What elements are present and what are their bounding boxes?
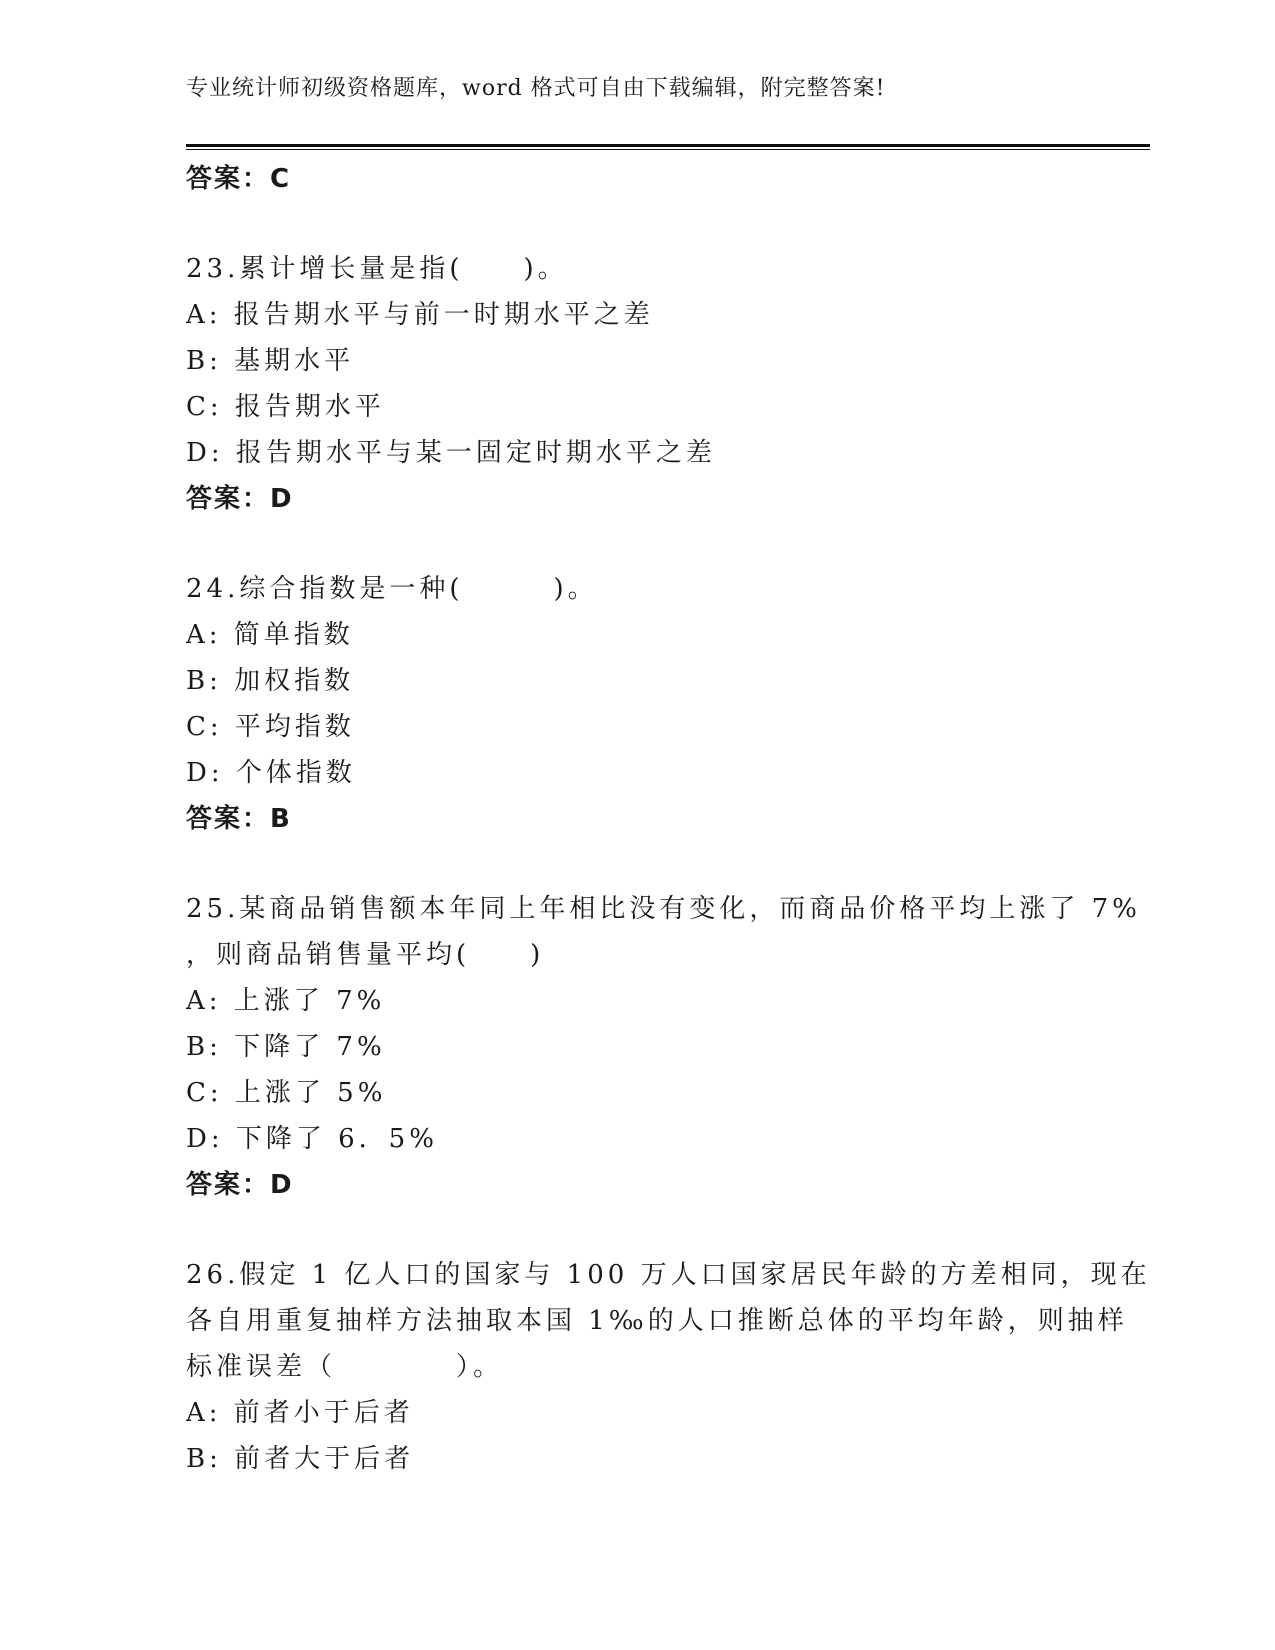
option-b: B: 前者大于后者: [186, 1444, 415, 1474]
option-c: C: 上涨了 5%: [186, 1078, 387, 1108]
option-b: B: 下降了 7%: [186, 1032, 386, 1062]
option-c: C: 报告期水平: [186, 392, 385, 422]
question-25: [186, 886, 1141, 1208]
option-b: B: 加权指数: [186, 666, 355, 696]
option-a: A: 简单指数: [186, 620, 354, 650]
page-header: 专业统计师初级资格题库，word 格式可自由下载编辑，附完整答案!: [186, 76, 886, 101]
spacer: [186, 1208, 1086, 1252]
option-b: B: 基期水平: [186, 346, 355, 376]
question-stem-continued: 各自用重复抽样方法抽取本国 1‰的人口推断总体的平均年龄，则抽样: [186, 1306, 1128, 1336]
question-stem: 25.某商品销售额本年同上年相比没有变化，而商品价格平均上涨了 7%: [186, 894, 1141, 924]
option-a: A: 前者小于后者: [186, 1398, 414, 1428]
question-stem: 23.累计增长量是指( )。: [186, 254, 568, 284]
question-stem: 24.综合指数是一种( )。: [186, 574, 598, 604]
option-d: D: 下降了 6．5%: [186, 1124, 438, 1154]
option-a: A: 报告期水平与前一时期水平之差: [186, 300, 654, 330]
question-answer: 答案：B: [186, 804, 292, 834]
question-answer: 答案：D: [186, 484, 294, 514]
previous-answer: 答案：C: [186, 164, 292, 194]
spacer: [186, 522, 1086, 566]
question-answer: 答案：D: [186, 1170, 294, 1200]
option-d: D: 报告期水平与某一固定时期水平之差: [186, 438, 716, 468]
option-c: C: 平均指数: [186, 712, 355, 742]
option-a: A: 上涨了 7%: [186, 986, 386, 1016]
question-26: [186, 1252, 1151, 1482]
spacer: [186, 842, 1086, 886]
question-stem-continued: 标准误差（ ）。: [186, 1352, 504, 1382]
question-24: [186, 566, 1086, 842]
question-list: [186, 156, 1151, 1482]
option-d: D: 个体指数: [186, 758, 356, 788]
header-rule: [186, 144, 1150, 150]
question-23: [186, 246, 1086, 522]
question-stem-continued: ，则商品销售量平均( ): [186, 940, 545, 970]
question-stem: 26.假定 1 亿人口的国家与 100 万人口国家居民年龄的方差相同，现在: [186, 1260, 1151, 1290]
spacer: [186, 202, 1086, 246]
